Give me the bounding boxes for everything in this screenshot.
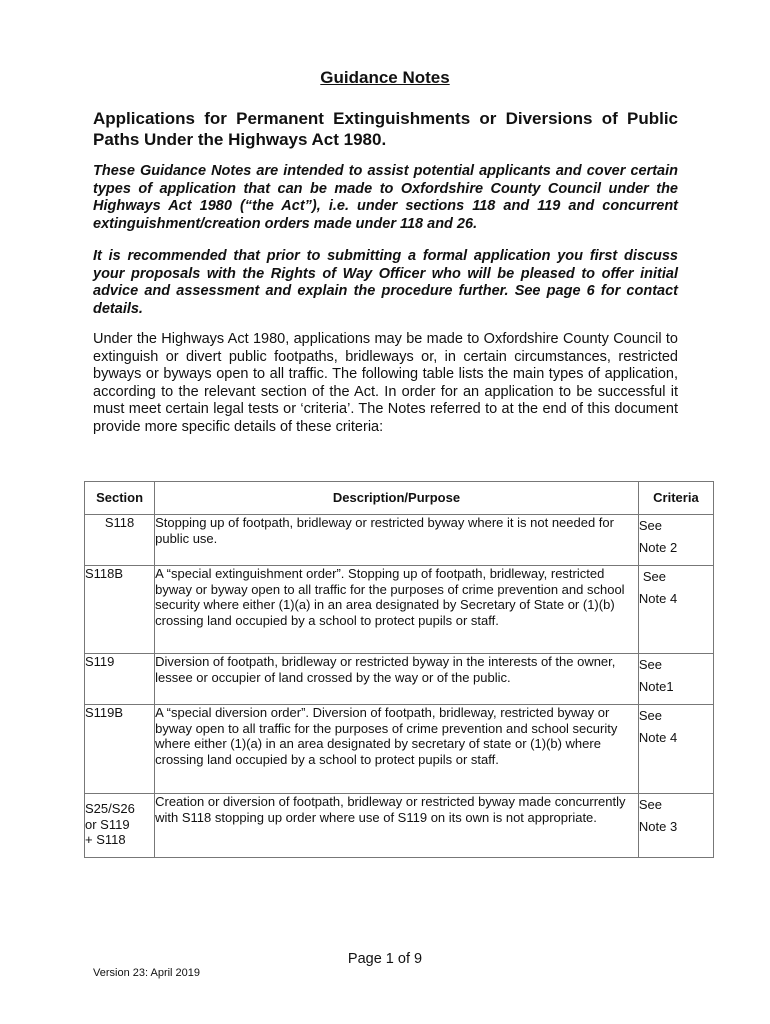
row-description: A “special diversion order”. Diversion of footpath, bridleway, restricted byway or byway open to all traffic for the purposes of crime prevention and school security where either (1)(a) in an area designated by secretary of state or (1)(b) where crossing land occupied by a school to protect pupils or staff. <box>155 705 639 794</box>
section-line: or S119 <box>85 816 130 832</box>
criteria-note: Note 3 <box>638 819 678 834</box>
table-row <box>85 654 714 705</box>
table-row <box>85 566 714 654</box>
row-section: S118B <box>85 566 155 654</box>
criteria-note: Note 4 <box>638 730 678 745</box>
criteria-note: Note 2 <box>638 540 678 555</box>
table-row <box>85 794 714 858</box>
row-criteria <box>638 654 713 705</box>
row-section: S118 <box>85 515 155 566</box>
criteria-see: See <box>638 657 663 672</box>
criteria-see: See <box>638 518 663 533</box>
table-row <box>85 705 714 794</box>
row-description: Stopping up of footpath, bridleway or restricted byway where it is not needed for public use. <box>155 515 639 566</box>
header-description: Description/Purpose <box>155 482 639 515</box>
body-paragraph: Under the Highways Act 1980, applications may be made to Oxfordshire County Council to extinguish or divert public footpaths, bridleways or, in certain circumstances, restricted byways or byways open to all traffic. The following table lists the main types of application, according to the relevant section of the Act. In order for an application to be successful it must meet certain legal tests or ‘criteria’. The Notes referred to at the end of this document provide more specific details of these criteria: <box>93 331 678 435</box>
table-row <box>85 515 714 566</box>
criteria-see: See <box>642 569 667 584</box>
header-section: Section <box>85 482 155 515</box>
criteria-note: Note 4 <box>638 591 678 606</box>
document-heading: Applications for Permanent Extinguishments or Diversions of Public Paths Under the Highways Act 1980. <box>93 109 678 149</box>
row-description: Creation or diversion of footpath, bridleway or restricted byway made concurrently with S118 stopping up order where use of S119 on its own is not appropriate. <box>155 794 639 858</box>
row-criteria <box>638 566 713 654</box>
row-description: A “special extinguishment order”. Stopping up of footpath, bridleway, restricted byway or byway open to all traffic for the purposes of crime prevention and school security where either (1)(a) in an area designated by Secretary of State or (1)(b) crossing land occupied by a school to protect pupils or staff. <box>155 566 639 654</box>
row-criteria <box>638 794 713 858</box>
row-section <box>85 794 155 858</box>
criteria-see: See <box>638 708 663 723</box>
criteria-see: See <box>638 797 663 812</box>
section-line: + S118 <box>85 832 126 847</box>
row-criteria <box>638 515 713 566</box>
row-criteria <box>638 705 713 794</box>
criteria-note: Note1 <box>638 679 674 694</box>
intro-paragraph-recommendation: It is recommended that prior to submitting a formal application you first discuss your proposals with the Rights of Way Officer who will be pleased to offer initial advice and assessment and explain the procedure further. See page 6 for contact details. <box>93 248 678 317</box>
application-types-table <box>84 481 714 858</box>
header-criteria: Criteria <box>638 482 713 515</box>
row-section: S119B <box>85 705 155 794</box>
version-label: Version 23: April 2019 <box>93 967 201 979</box>
table-header-row <box>85 482 714 515</box>
page-number: Page 1 of 9 <box>347 951 423 967</box>
row-description: Diversion of footpath, bridleway or restricted byway in the interests of the owner, lessee or occupier of land crossed by the way or of the public. <box>155 654 639 705</box>
section-line: S25/S26 <box>85 801 135 816</box>
intro-paragraph-purpose: These Guidance Notes are intended to assist potential applicants and cover certain types of application that can be made to Oxfordshire County Council under the Highways Act 1980 (“the Act”), i.e. under sections 118 and 119 and concurrent extinguishment/creation orders made under 118 and 26. <box>93 163 678 232</box>
page-title: Guidance Notes <box>320 68 450 87</box>
row-section: S119 <box>85 654 155 705</box>
